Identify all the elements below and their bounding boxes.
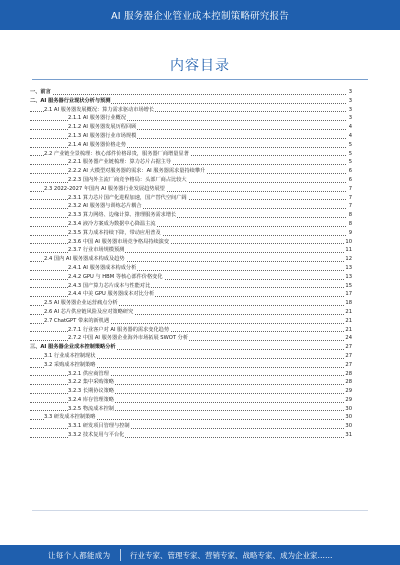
toc-entry-title: 2.4.2 GPU 与 HBM 等核心部件价格变化 — [68, 273, 163, 280]
toc-entry-page: 8 — [348, 212, 352, 219]
toc-entry-page: 3 — [348, 89, 352, 95]
toc-entry[interactable] — [30, 405, 352, 414]
toc-entry-page: 8 — [348, 220, 352, 227]
toc-entry-title: 2.1.1 AI 服务器行业概况 — [68, 115, 126, 122]
toc-entry-page: 29 — [345, 396, 352, 403]
banner-title: AI 服务器企业管业成本控制策略研究报告 — [111, 11, 289, 22]
footer-divider — [32, 510, 368, 511]
toc-entry[interactable] — [30, 387, 352, 396]
toc-entry[interactable] — [30, 326, 352, 335]
toc-entry[interactable] — [30, 308, 352, 317]
toc-entry[interactable] — [30, 264, 352, 273]
toc-entry-page: 13 — [345, 273, 352, 280]
toc-entry-title: 3.3 研发成本控制策略 — [44, 414, 96, 421]
toc-entry-title: 3.3.1 研发项目管理与控制 — [68, 423, 130, 430]
toc-entry-page: 12 — [345, 256, 352, 263]
toc-entry[interactable] — [30, 106, 352, 115]
table-of-contents — [30, 88, 352, 440]
toc-entry[interactable] — [30, 114, 352, 123]
toc-entry-title: 三、AI 服务器企业成本控制策略分析 — [30, 344, 116, 351]
toc-entry[interactable] — [30, 185, 352, 194]
toc-entry-title: 二、AI 服务器行业现状分析与预测 — [30, 97, 111, 104]
toc-entry-title: 2.1.3 AI 服务器行业市场规模 — [68, 132, 137, 139]
toc-entry[interactable] — [30, 343, 352, 352]
toc-entry-page: 27 — [345, 352, 352, 359]
toc-entry-page: 7 — [348, 194, 352, 201]
toc-entry[interactable] — [30, 378, 352, 387]
toc-leader-dots — [30, 94, 346, 95]
toc-entry[interactable] — [30, 229, 352, 238]
toc-entry[interactable] — [30, 431, 352, 440]
toc-entry-page: 13 — [345, 264, 352, 271]
toc-entry-title: 2.3.3 算力网络、边缘计算、推理服务需求增长 — [68, 212, 177, 219]
toc-entry-page: 10 — [345, 238, 352, 245]
footer-slogan: 让每个人都能成为 — [48, 551, 111, 560]
toc-entry[interactable] — [30, 246, 352, 255]
toc-entry-page: 21 — [345, 326, 352, 333]
toc-entry-title: 2.3.1 算力芯片国产化进程加速，国产替代空间广阔 — [68, 194, 187, 201]
toc-entry-page: 5 — [348, 150, 352, 157]
toc-entry[interactable] — [30, 88, 352, 97]
toc-entry-title: 2.7.1 行业客户对 AI 服务器的需求变化趋势 — [68, 326, 170, 333]
toc-entry-title: 2.3.6 中国 AI 服务器市场竞争格局持续演变 — [68, 238, 170, 245]
toc-entry-title: 3.3.2 技术复用与平台化 — [68, 432, 125, 439]
toc-entry-title: 2.2.1 服务器产业链梳理：算力芯片占据主导 — [68, 159, 172, 166]
toc-entry-page: 18 — [345, 300, 352, 307]
toc-entry-page: 7 — [348, 185, 352, 192]
toc-entry[interactable] — [30, 211, 352, 220]
toc-entry[interactable] — [30, 370, 352, 379]
toc-entry[interactable] — [30, 317, 352, 326]
toc-entry[interactable] — [30, 396, 352, 405]
toc-entry[interactable] — [30, 220, 352, 229]
toc-entry-title: 2.2.2 AI 大模型对服务器的需求：AI 服务器需求量持续攀升 — [68, 168, 206, 175]
page-title: 内容目录 — [170, 58, 230, 74]
toc-entry-title: 3.2.1 供应商管理 — [68, 370, 109, 377]
toc-entry-page: 4 — [348, 132, 352, 139]
toc-entry[interactable] — [30, 273, 352, 282]
toc-entry-title: 3.2 采购成本控制策略 — [44, 361, 96, 368]
toc-entry-page: 27 — [345, 361, 352, 368]
toc-entry-page: 27 — [345, 344, 352, 351]
toc-entry-title: 2.1.4 AI 服务器价格走势 — [68, 141, 126, 148]
toc-entry-page: 28 — [345, 370, 352, 377]
header-banner — [0, 0, 400, 30]
toc-entry[interactable] — [30, 238, 352, 247]
toc-entry-page: 30 — [345, 405, 352, 412]
toc-entry[interactable] — [30, 141, 352, 150]
toc-entry[interactable] — [30, 158, 352, 167]
footer-tagline: 行业专家、管理专家、营销专家、战略专家、成为企业家…… — [130, 551, 333, 560]
toc-entry-title: 2.4.3 国产算力芯片成本与性能对比 — [68, 282, 151, 289]
toc-entry-title: 2.1 AI 服务器发展概况：算力需求驱动市场增长 — [44, 106, 155, 113]
toc-entry-title: 2.4 国内 AI 服务器成本构成及趋势 — [44, 256, 125, 263]
toc-entry[interactable] — [30, 299, 352, 308]
toc-entry-page: 9 — [348, 229, 352, 236]
toc-entry-page: 5 — [348, 159, 352, 166]
toc-entry-title: 2.1.2 AI 服务器发展历程回顾 — [68, 124, 137, 131]
toc-entry-page: 11 — [345, 247, 352, 254]
toc-entry[interactable] — [30, 132, 352, 141]
toc-entry-title: 2.4.1 AI 服务器成本构成分析 — [68, 264, 137, 271]
toc-entry-page: 29 — [345, 388, 352, 395]
toc-entry[interactable] — [30, 422, 352, 431]
toc-entry-title: 2.3.4 液冷方案成为数据中心降温主流 — [68, 220, 156, 227]
toc-entry-page: 7 — [348, 203, 352, 210]
toc-entry-title: 2.3.2 AI 服务器与训练芯片耦合 — [68, 203, 142, 210]
toc-entry[interactable] — [30, 282, 352, 291]
toc-entry[interactable] — [30, 176, 352, 185]
toc-entry-page: 3 — [348, 115, 352, 122]
toc-entry-page: 3 — [348, 97, 352, 104]
toc-entry-title: 3.2.5 物流成本控制 — [68, 405, 114, 412]
toc-entry-title: 2.2.3 国内外主流厂商竞争格局：头部厂商占比较大 — [68, 176, 187, 183]
toc-entry-title: 2.3 2022-2027 年国内 AI 服务器行业发展趋势展望 — [44, 185, 165, 192]
toc-entry-page: 4 — [348, 124, 352, 131]
toc-entry[interactable] — [30, 352, 352, 361]
toc-entry-page: 5 — [348, 141, 352, 148]
toc-entry[interactable] — [30, 255, 352, 264]
toc-entry[interactable] — [30, 123, 352, 132]
toc-entry-title: 2.7 ChatGPT 带来的新机遇 — [44, 317, 110, 324]
toc-entry[interactable] — [30, 413, 352, 422]
toc-entry-page: 15 — [345, 282, 352, 289]
toc-entry-title: 一、前言 — [30, 89, 51, 95]
title-divider — [32, 79, 368, 80]
footer-separator — [120, 549, 121, 561]
toc-entry[interactable] — [30, 97, 352, 106]
toc-entry-page: 31 — [345, 432, 352, 439]
toc-entry-page: 21 — [345, 308, 352, 315]
toc-entry[interactable] — [30, 202, 352, 211]
toc-entry[interactable] — [30, 361, 352, 370]
toc-entry[interactable] — [30, 194, 352, 203]
toc-entry-page: 24 — [345, 335, 352, 342]
toc-entry-title: 2.7.2 中国 AI 服务器企业海外市场拓展 SWOT 分析 — [68, 335, 189, 342]
toc-entry[interactable] — [30, 167, 352, 176]
toc-entry-page: 28 — [345, 379, 352, 386]
footer-banner — [0, 545, 400, 565]
toc-entry-title: 2.4.4 中美 GPU 服务器成本对比分析 — [68, 291, 155, 298]
toc-entry-page: 30 — [345, 414, 352, 421]
toc-entry-title: 2.3.7 行业市场规模预测 — [68, 247, 125, 254]
toc-entry-title: 2.2 产业链全景梳理：核心部件价格昂贵，服务器厂商增量显著 — [44, 150, 189, 157]
toc-entry-title: 2.3.5 算力成本持续下降，带动应用普及 — [68, 229, 161, 236]
toc-entry[interactable] — [30, 150, 352, 159]
toc-entry-title: 2.6 AI 芯片供应链风险及应对策略研究 — [44, 308, 134, 315]
toc-entry-title: 3.2.3 长期协议策略 — [68, 388, 114, 395]
toc-entry-page: 6 — [348, 168, 352, 175]
toc-entry-title: 2.5 AI 服务器企业运营痛点分析 — [44, 300, 118, 307]
toc-entry[interactable] — [30, 334, 352, 343]
toc-entry-title: 3.2.4 库存管理策略 — [68, 396, 114, 403]
toc-entry-page: 6 — [348, 176, 352, 183]
toc-entry[interactable] — [30, 290, 352, 299]
toc-entry-title: 3.1 行业成本控制现状 — [44, 352, 96, 359]
toc-entry-page: 30 — [345, 423, 352, 430]
toc-entry-page: 21 — [345, 317, 352, 324]
toc-entry-page: 17 — [345, 291, 352, 298]
toc-entry-page: 3 — [348, 106, 352, 113]
toc-entry-title: 3.2.2 集中采购策略 — [68, 379, 114, 386]
